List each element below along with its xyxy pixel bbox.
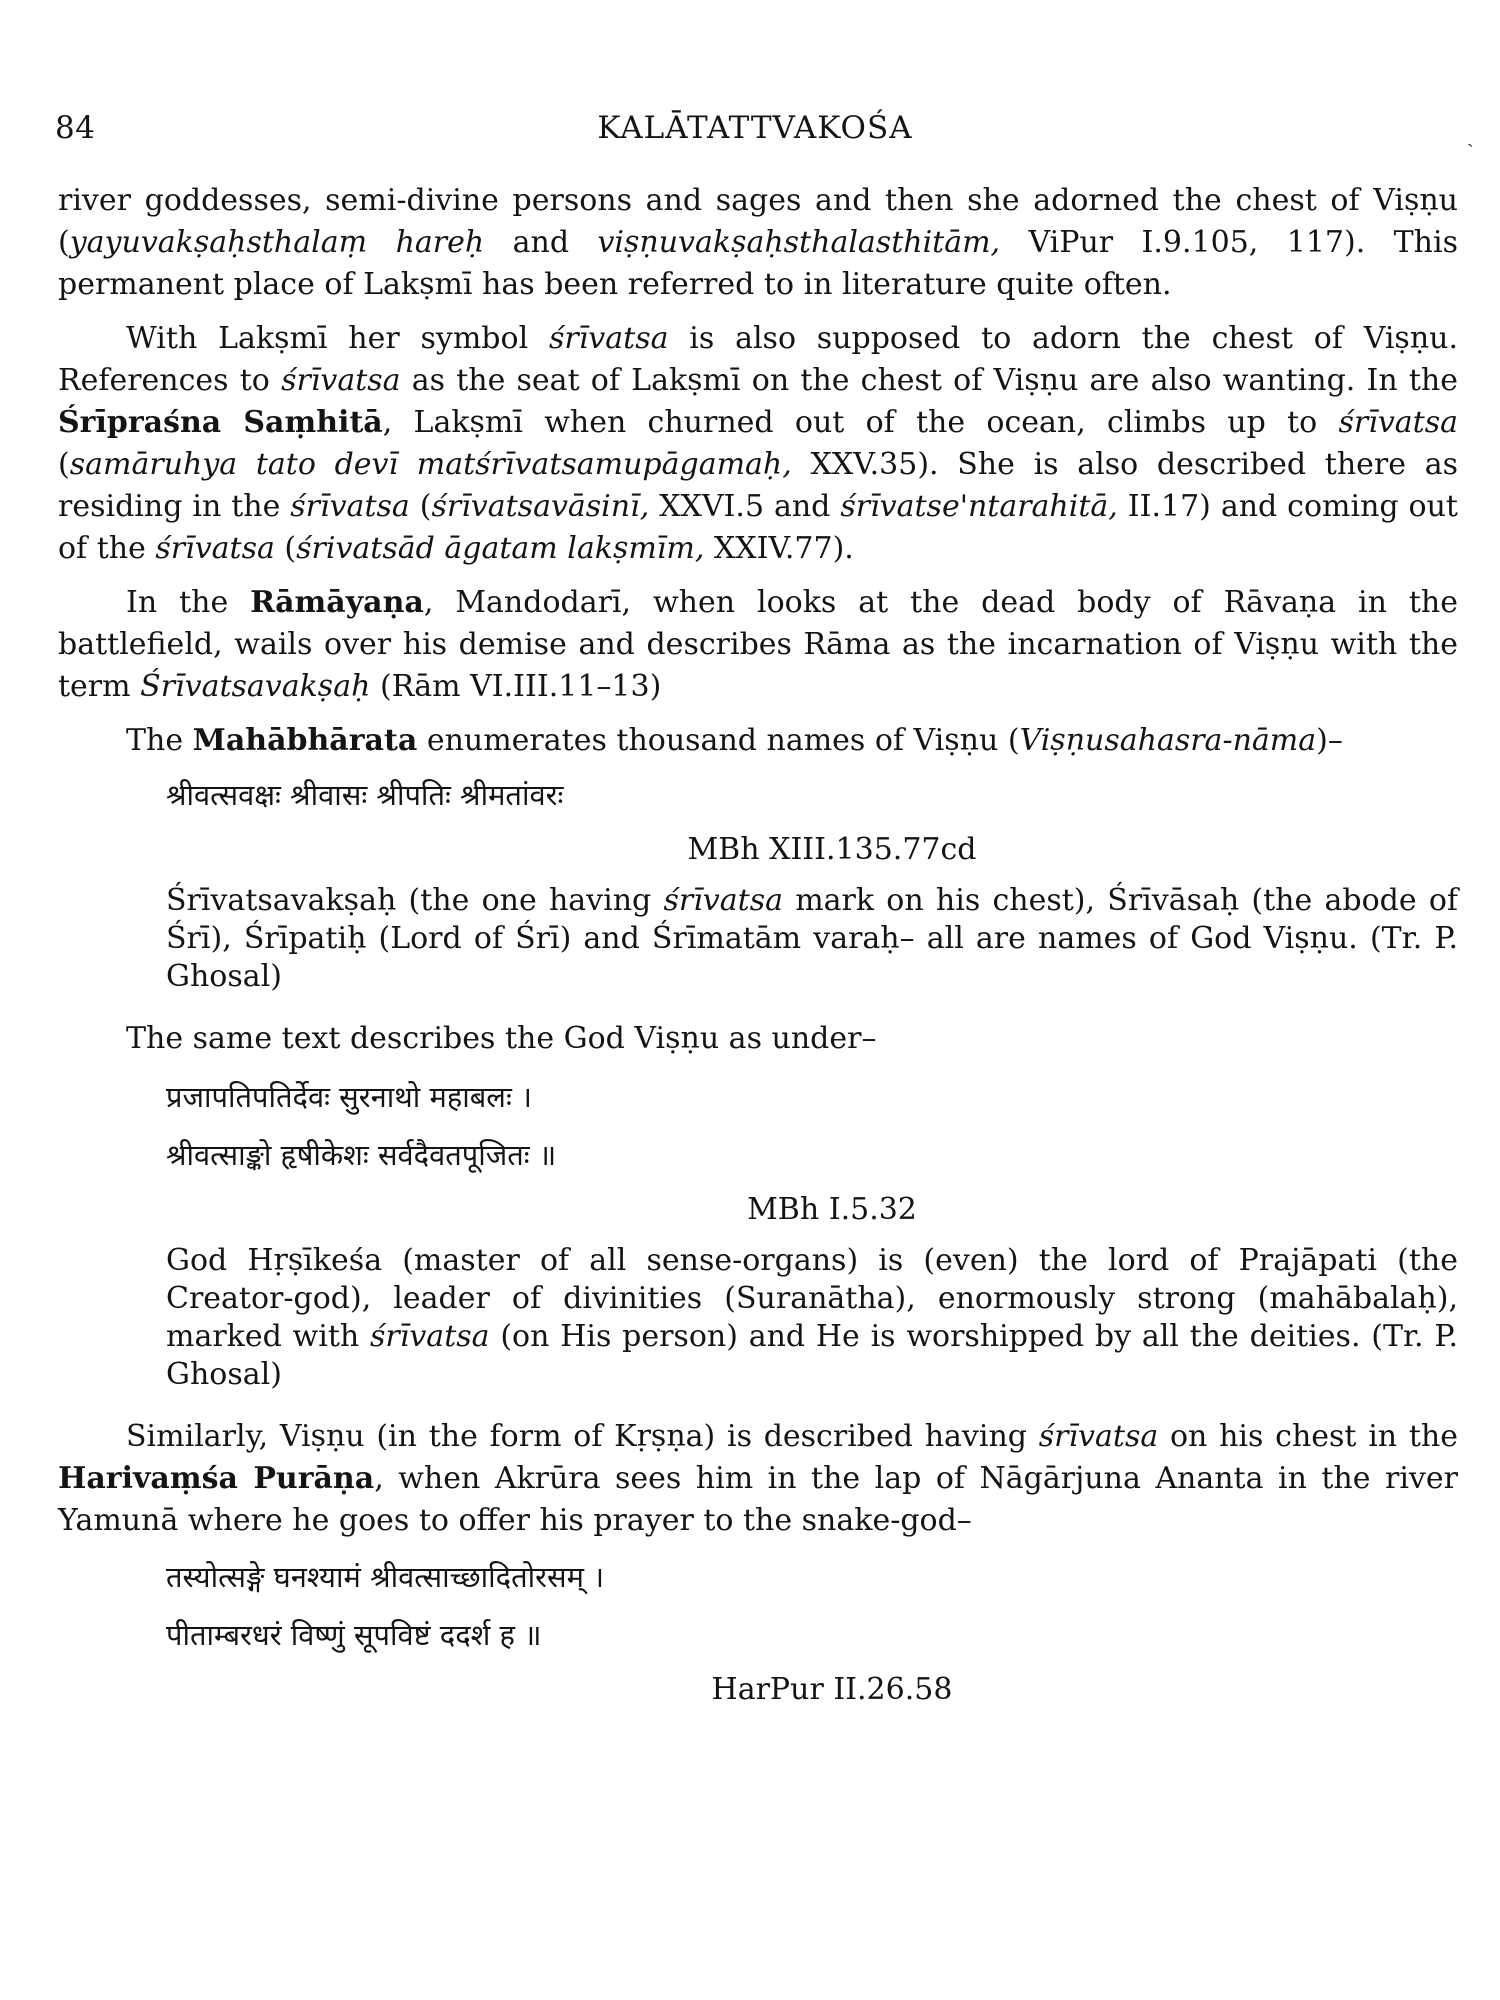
verse-translation: Śrīvatsavakṣaḥ (the one having śrīvatsa mark on his chest), Śrīvāsaḥ (the abode of Śrī), Śrīpatiḥ (Lord of Śrī) and Śrīmatām varaḥ– all are names of God Viṣṇu. (Tr. P. Ghosal)	[166, 883, 1459, 994]
verse-citation: MBh XIII.135.77cd	[687, 832, 977, 867]
running-title: KALĀTATTVAKOŚA	[597, 110, 913, 146]
running-header	[55, 110, 1455, 150]
sanskrit-verse: श्रीवत्सवक्षः श्रीवासः श्रीपतिः श्रीमतांवरः	[166, 778, 564, 812]
sanskrit-verse-line-1: तस्योत्सङ्गे घनश्यामं श्रीवत्साच्छादितोरसम् ।	[166, 1560, 605, 1594]
paragraph-same-text: The same text describes the God Viṣṇu as under–	[126, 1021, 877, 1056]
verse-citation: HarPur II.26.58	[711, 1672, 953, 1707]
quote-block-mbh-hrsikesa	[166, 1074, 1458, 1394]
paragraph-mahabharata: The Mahābhārata enumerates thousand names of Viṣṇu (Viṣṇusahasra-nāma)–	[126, 723, 1343, 758]
paragraph-lakshmi-chest: river goddesses, semi-divine persons and sages and then she adorned the chest of Viṣṇu (yayuvakṣaḥsthalaṃ hareḥ and viṣṇuvakṣaḥsthalasthitām, ViPur I.9.105, 117). This permanent place of Lakṣmī has been referred to in literature quite often.	[58, 183, 1458, 302]
sanskrit-verse-line-2: श्रीवत्साङ्को हृषीकेशः सर्वदैवतपूजितः ॥	[166, 1138, 557, 1172]
page-body	[58, 180, 1458, 1722]
paragraph-harivamsa: Similarly, Viṣṇu (in the form of Kṛṣṇa) is described having śrīvatsa on his chest in the Harivaṃśa Purāṇa, when Akrūra sees him in the lap of Nāgārjuna Ananta in the river Yamunā where he goes to offer his prayer to the snake-god–	[58, 1419, 1458, 1538]
page-number: 84	[55, 110, 96, 146]
verse-citation: MBh I.5.32	[747, 1192, 917, 1227]
paragraph-srivatsa-symbol: With Lakṣmī her symbol śrīvatsa is also supposed to adorn the chest of Viṣṇu. References to śrīvatsa as the seat of Lakṣmī on the chest of Viṣṇu are also wanting. In the Śrīpraśna Saṃhitā, Lakṣmī when churned out of the ocean, climbs up to śrīvatsa (samāruhya tato devī matśrīvatsamupāgamaḥ, XXV.35). She is also described there as residing in the śrīvatsa (śrīvatsavāsinī, XXVI.5 and śrīvatse'ntarahitā, II.17) and coming out of the śrīvatsa (śrivatsād āgatam lakṣmīm, XXIV.77).	[58, 321, 1458, 566]
paragraph-ramayana: In the Rāmāyaṇa, Mandodarī, when looks at the dead body of Rāvaṇa in the battlefield, wails over his demise and describes Rāma as the incarnation of Viṣṇu with the term Śrīvatsavakṣaḥ (Rām VI.III.11–13)	[58, 585, 1458, 704]
verse-translation: God Hṛṣīkeśa (master of all sense-organs) is (even) the lord of Prajāpati (the Creator-god), leader of divinities (Suranātha), enormously strong (mahābalaḥ), marked with śrīvatsa (on His person) and He is worshipped by all the deities. (Tr. P. Ghosal)	[166, 1243, 1458, 1392]
sanskrit-verse-line-2: पीताम्बरधरं विष्णुं सूपविष्टं ददर्श ह ॥	[166, 1618, 542, 1652]
sanskrit-verse-line-1: प्रजापतिपतिर्देवः सुरनाथो महाबलः ।	[166, 1080, 533, 1114]
quote-block-mbh-names	[166, 772, 1458, 996]
stray-mark: ˴	[1467, 130, 1474, 154]
quote-block-harpur	[166, 1554, 1458, 1710]
